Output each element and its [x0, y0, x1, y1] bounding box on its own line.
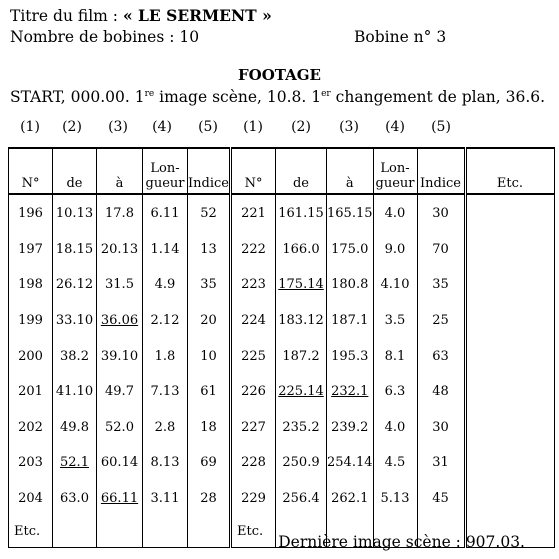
cell-n [231, 194, 276, 231]
cell-longueur-value: 7.13 [150, 384, 180, 400]
start-sup-b: er [321, 89, 331, 99]
cell-n [9, 409, 53, 445]
cell-de [276, 480, 327, 516]
reel-count: Nombre de bobines : 10 [10, 28, 200, 46]
cell-n [9, 194, 53, 231]
cell-longueur-value: 5.13 [380, 491, 410, 507]
cell-etc-empty [465, 373, 554, 409]
cell-a [97, 266, 143, 302]
cell-indice [417, 373, 465, 409]
cell-longueur [143, 302, 188, 338]
footage-table-body [9, 148, 555, 548]
cell-indice [417, 337, 465, 373]
column-number: (3) [339, 119, 359, 135]
cell-indice-value: 52 [200, 206, 217, 222]
cell-n [9, 373, 53, 409]
cell-a-value: 36.06 [100, 313, 139, 329]
header-etc: Etc. [465, 148, 554, 194]
cell-n [231, 444, 276, 480]
cell-indice-value: 10 [200, 348, 217, 364]
cell-de [53, 480, 97, 516]
cell-indice [417, 266, 465, 302]
cell-n [231, 480, 276, 516]
cell-de [276, 231, 327, 267]
footage-heading: FOOTAGE [237, 66, 321, 84]
cell-longueur-value: 4.5 [384, 455, 406, 471]
header-longueur-2: gueur [375, 176, 415, 191]
column-number: (5) [198, 119, 218, 135]
cell-n-value: 197 [18, 241, 43, 257]
cell-n [9, 266, 53, 302]
start-text-c: changement de plan, 36.6. [330, 88, 546, 106]
cell-indice [188, 337, 231, 373]
cell-longueur [143, 266, 188, 302]
cell-a [327, 302, 374, 338]
footage-table [8, 147, 555, 548]
cell-longueur-value: 8.1 [384, 348, 406, 364]
cell-longueur-value: 9.0 [384, 241, 406, 257]
cell-a-value: 60.14 [100, 455, 139, 471]
cell-n [231, 373, 276, 409]
cell-a-value: 195.3 [331, 348, 369, 364]
header-longueur [143, 148, 188, 194]
cell-indice [417, 480, 465, 516]
cell-indice-value: 25 [432, 313, 449, 329]
cell-de [276, 302, 327, 338]
cell-a-value: 262.1 [331, 491, 369, 507]
cell-longueur-value: 4.9 [154, 277, 176, 293]
cell-indice [188, 409, 231, 445]
header-n: N° [9, 148, 53, 194]
cell-a-value: 20.13 [100, 241, 139, 257]
cell-a [97, 194, 143, 231]
cell-de-value: 26.12 [55, 277, 94, 293]
cell-a-value: 187.1 [331, 313, 369, 329]
cell-n-value: 227 [241, 419, 266, 435]
cell-de [53, 194, 97, 231]
header-longueur-1: Lon- [380, 161, 410, 176]
cell-de [53, 373, 97, 409]
cell-indice [188, 266, 231, 302]
cell-de-value: 166.0 [282, 241, 320, 257]
cell-indice-value: 35 [432, 277, 449, 293]
cell-longueur [143, 194, 188, 231]
cell-n [231, 337, 276, 373]
cell-indice-value: 18 [200, 419, 217, 435]
cell-de [276, 373, 327, 409]
cell-longueur [373, 373, 417, 409]
cell-etc-empty [465, 194, 554, 231]
cell-de-value: 187.2 [282, 348, 320, 364]
cell-empty [97, 515, 143, 548]
cell-longueur [373, 302, 417, 338]
cell-de-value: 175.14 [278, 277, 324, 293]
cell-indice [188, 302, 231, 338]
cell-longueur-value: 4.0 [384, 419, 406, 435]
cell-de-value: 225.14 [278, 384, 324, 400]
cell-etc-empty [465, 480, 554, 516]
cell-indice [188, 194, 231, 231]
reel-number: Bobine n° 3 [354, 28, 447, 46]
cell-longueur-value: 8.13 [150, 455, 180, 471]
cell-longueur [143, 480, 188, 516]
cell-a-value: 39.10 [100, 348, 139, 364]
header-de: de [276, 148, 327, 194]
header-de: de [53, 148, 97, 194]
cell-etc: Etc. [9, 515, 53, 548]
cell-n [9, 302, 53, 338]
cell-indice-value: 35 [200, 277, 217, 293]
cell-a-value: 165.15 [327, 206, 373, 222]
cell-de-value: 235.2 [282, 419, 320, 435]
cell-indice-value: 13 [200, 241, 217, 257]
cell-empty [188, 515, 231, 548]
cell-a-value: 232.1 [331, 384, 369, 400]
table-row [9, 266, 555, 302]
cell-n [231, 302, 276, 338]
table-row [9, 231, 555, 267]
column-number: (5) [431, 119, 451, 135]
cell-longueur [373, 337, 417, 373]
cell-n [9, 444, 53, 480]
cell-indice-value: 30 [432, 206, 449, 222]
cell-de-value: 41.10 [55, 384, 94, 400]
cell-n-value: 203 [18, 455, 43, 471]
cell-a-value: 66.11 [100, 491, 139, 507]
cell-indice [417, 444, 465, 480]
table-row [9, 480, 555, 516]
cell-a [327, 266, 374, 302]
column-number: (1) [20, 119, 40, 135]
table-row [9, 373, 555, 409]
cell-de [276, 266, 327, 302]
cell-longueur-value: 4.0 [384, 206, 406, 222]
cell-etc-empty [465, 409, 554, 445]
cell-longueur-value: 3.11 [150, 491, 180, 507]
cell-n [231, 266, 276, 302]
cell-n [9, 231, 53, 267]
cell-n-value: 204 [18, 491, 43, 507]
cell-a-value: 49.7 [105, 384, 134, 400]
cell-longueur [143, 444, 188, 480]
cell-de-value: 33.10 [55, 313, 94, 329]
cell-indice [417, 302, 465, 338]
cell-indice-value: 61 [200, 384, 217, 400]
cell-a-value: 254.14 [327, 455, 373, 471]
cell-longueur [373, 266, 417, 302]
header-a: à [327, 148, 374, 194]
table-row [9, 337, 555, 373]
cell-n-value: 201 [18, 384, 43, 400]
cell-de-value: 250.9 [282, 455, 320, 471]
cell-indice [188, 480, 231, 516]
cell-a [97, 480, 143, 516]
cell-n-value: 199 [18, 313, 43, 329]
cell-a-value: 52.0 [105, 419, 134, 435]
table-header-row [9, 148, 555, 194]
cell-n-value: 226 [241, 384, 266, 400]
cell-etc: Etc. [231, 515, 276, 548]
cell-indice-value: 30 [432, 419, 449, 435]
cell-n-value: 198 [18, 277, 43, 293]
cell-a-value: 175.0 [331, 241, 369, 257]
cell-de-value: 63.0 [60, 491, 89, 507]
column-number: (2) [291, 119, 311, 135]
start-text-a: START, 000.00. 1 [10, 88, 145, 106]
cell-longueur [373, 409, 417, 445]
cell-n [231, 409, 276, 445]
header-n: N° [231, 148, 276, 194]
cell-a [97, 337, 143, 373]
header-longueur-2: gueur [145, 176, 185, 191]
cell-de [53, 266, 97, 302]
cell-a [327, 337, 374, 373]
cell-etc-empty [465, 337, 554, 373]
cell-n [231, 231, 276, 267]
cell-n-value: 202 [18, 419, 43, 435]
cell-etc-empty [465, 302, 554, 338]
cell-a [327, 444, 374, 480]
cell-longueur-value: 2.12 [150, 313, 180, 329]
cell-a [97, 444, 143, 480]
cell-n [9, 480, 53, 516]
cell-indice-value: 70 [432, 241, 449, 257]
cell-n-value: 200 [18, 348, 43, 364]
cell-indice [188, 444, 231, 480]
table-row [9, 409, 555, 445]
cell-a-value: 31.5 [105, 277, 134, 293]
header-longueur [373, 148, 417, 194]
cell-n-value: 228 [241, 455, 266, 471]
cell-longueur-value: 4.10 [380, 277, 410, 293]
cell-empty [143, 515, 188, 548]
cell-longueur [143, 337, 188, 373]
cell-longueur-value: 6.11 [150, 206, 180, 222]
table-row [9, 302, 555, 338]
cell-n-value: 229 [241, 491, 266, 507]
cell-a-value: 180.8 [331, 277, 369, 293]
cell-indice [417, 231, 465, 267]
start-line [10, 88, 545, 106]
cell-indice [188, 231, 231, 267]
column-number: (2) [62, 119, 82, 135]
cell-indice [417, 194, 465, 231]
cell-a [97, 373, 143, 409]
cell-indice-value: 31 [432, 455, 449, 471]
column-number: (3) [108, 119, 128, 135]
cell-de [53, 337, 97, 373]
cell-indice [188, 373, 231, 409]
cell-de [53, 409, 97, 445]
cell-a [327, 373, 374, 409]
cell-de-value: 10.13 [55, 206, 94, 222]
cell-indice-value: 48 [432, 384, 449, 400]
cell-longueur [373, 480, 417, 516]
cell-de [276, 337, 327, 373]
cell-de [276, 444, 327, 480]
cell-a [327, 231, 374, 267]
cell-n-value: 221 [241, 206, 266, 222]
cell-longueur-value: 6.3 [384, 384, 406, 400]
cell-a [327, 194, 374, 231]
footer-last-frame: Dernière image scène : 907.03. [278, 533, 525, 551]
cell-longueur-value: 1.8 [154, 348, 176, 364]
cell-a [327, 480, 374, 516]
cell-longueur [143, 409, 188, 445]
cell-indice-value: 69 [200, 455, 217, 471]
cell-de [276, 409, 327, 445]
cell-a-value: 239.2 [331, 419, 369, 435]
cell-n-value: 196 [18, 206, 43, 222]
cell-a [327, 409, 374, 445]
cell-n-value: 225 [241, 348, 266, 364]
cell-n [9, 337, 53, 373]
cell-etc-empty [465, 266, 554, 302]
film-title-prefix: Titre du film : [10, 7, 123, 25]
cell-de [53, 231, 97, 267]
cell-de-value: 52.1 [60, 455, 89, 471]
cell-de [276, 194, 327, 231]
column-number: (4) [152, 119, 172, 135]
cell-a-value: 17.8 [105, 206, 134, 222]
cell-longueur [373, 444, 417, 480]
cell-longueur [373, 194, 417, 231]
cell-de [53, 444, 97, 480]
cell-longueur [143, 231, 188, 267]
cell-empty [53, 515, 97, 548]
cell-de [53, 302, 97, 338]
cell-de-value: 38.2 [60, 348, 89, 364]
cell-de-value: 18.15 [55, 241, 94, 257]
start-text-b: image scène, 10.8. 1 [154, 88, 322, 106]
start-sup-a: re [144, 89, 155, 99]
cell-de-value: 256.4 [282, 491, 320, 507]
cell-a [97, 231, 143, 267]
header-a: à [97, 148, 143, 194]
cell-indice [417, 409, 465, 445]
cell-indice-value: 20 [200, 313, 217, 329]
cell-longueur-value: 1.14 [150, 241, 180, 257]
column-number: (1) [243, 119, 263, 135]
cell-indice-value: 45 [432, 491, 449, 507]
cell-indice-value: 63 [432, 348, 449, 364]
cell-n-value: 223 [241, 277, 266, 293]
cell-de-value: 183.12 [278, 313, 324, 329]
cell-de-value: 49.8 [60, 419, 89, 435]
cell-de-value: 161.15 [278, 206, 324, 222]
cell-etc-empty [465, 231, 554, 267]
cell-a [97, 409, 143, 445]
film-title-line [10, 6, 272, 25]
header-longueur-1: Lon- [150, 161, 180, 176]
cell-n-value: 222 [241, 241, 266, 257]
table-row [9, 444, 555, 480]
cell-indice-value: 28 [200, 491, 217, 507]
cell-etc-empty [465, 444, 554, 480]
cell-a [97, 302, 143, 338]
table-row [9, 194, 555, 231]
cell-longueur-value: 3.5 [384, 313, 406, 329]
header-indice: Indice [188, 148, 231, 194]
header-indice: Indice [417, 148, 465, 194]
cell-n-value: 224 [241, 313, 266, 329]
cell-longueur [373, 231, 417, 267]
film-title: « LE SERMENT » [122, 6, 272, 25]
column-number: (4) [385, 119, 405, 135]
cell-longueur-value: 2.8 [154, 419, 176, 435]
cell-longueur [143, 373, 188, 409]
